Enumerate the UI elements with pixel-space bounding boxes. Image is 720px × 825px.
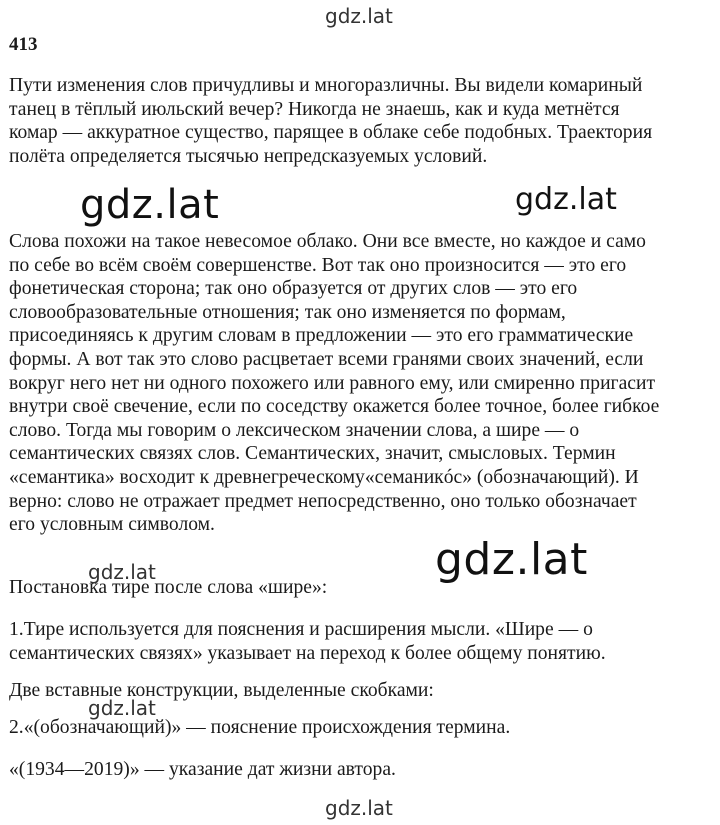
insert-heading: Две вставные конструкции, выделенные скобками:	[9, 680, 434, 701]
text-line: полёта определяется тысячью непредсказуемых условий.	[9, 145, 488, 167]
point-2: 2.«(обозначающий)» — пояснение происхождения термина.	[9, 717, 511, 738]
text-line: его условным символом.	[9, 514, 215, 536]
text-line: словообразовательные отношения; так оно изменяется по формам,	[9, 301, 566, 323]
text-line: танец в тёплый июльский вечер? Никогда не знаешь, как и куда метнётся	[9, 98, 620, 120]
text-line: «семантика» восходит к древнегреческому«семаникóс» (обозначающий). И	[9, 466, 639, 488]
watermark: gdz.lat	[325, 796, 393, 820]
paragraph-1	[9, 74, 714, 168]
watermark: gdz.lat	[80, 182, 220, 228]
text-line: 1.Тире используется для пояснения и расширения мысли. «Шире — о	[9, 619, 593, 640]
point-3: «(1934—2019)» — указание дат жизни автора.	[9, 759, 396, 780]
point-1	[9, 618, 714, 665]
text-line: по себе во всём своём совершенстве. Вот так оно произносится — это его	[9, 254, 627, 276]
watermark: gdz.lat	[515, 182, 617, 217]
text-line: семантических связях слов. Семантических, значит, смысловых. Термин	[9, 443, 616, 465]
watermark: gdz.lat	[88, 696, 156, 720]
watermark: gdz.lat	[88, 560, 156, 584]
intro-line: Постановка тире после слова «шире»:	[9, 577, 328, 598]
text-line: семантических связях» указывает на переход к более общему понятию.	[9, 642, 606, 664]
text-line: фонетическая сторона; так оно образуется от других слов — это его	[9, 278, 578, 300]
text-line: верно: слово не отражает предмет непосредственно, оно только обозначает	[9, 490, 637, 512]
task-number: 413	[9, 34, 38, 55]
paragraph-2	[9, 230, 714, 537]
text-line: внутри своё свечение, если по соседству окажется более точное, более гибкое	[9, 396, 660, 418]
text-line: присоединяясь к другим словам в предложении — это его грамматические	[9, 325, 634, 347]
text-line: формы. А вот так это слово расцветает всеми гранями своих значений, если	[9, 348, 644, 370]
watermark: gdz.lat	[435, 534, 588, 585]
text-line: Пути изменения слов причудливы и многоразличны. Вы видели комариный	[9, 75, 643, 96]
text-line: Слова похожи на такое невесомое облако. Они все вместе, но каждое и само	[9, 231, 646, 252]
text-line: комар — аккуратное существо, парящее в облаке себе подобных. Траектория	[9, 122, 653, 144]
text-line: слово. Тогда мы говорим о лексическом значении слова, а шире — о	[9, 419, 580, 441]
text-line: вокруг него нет ни одного похожего или равного ему, или смиренно пригасит	[9, 372, 656, 394]
watermark: gdz.lat	[325, 4, 393, 28]
